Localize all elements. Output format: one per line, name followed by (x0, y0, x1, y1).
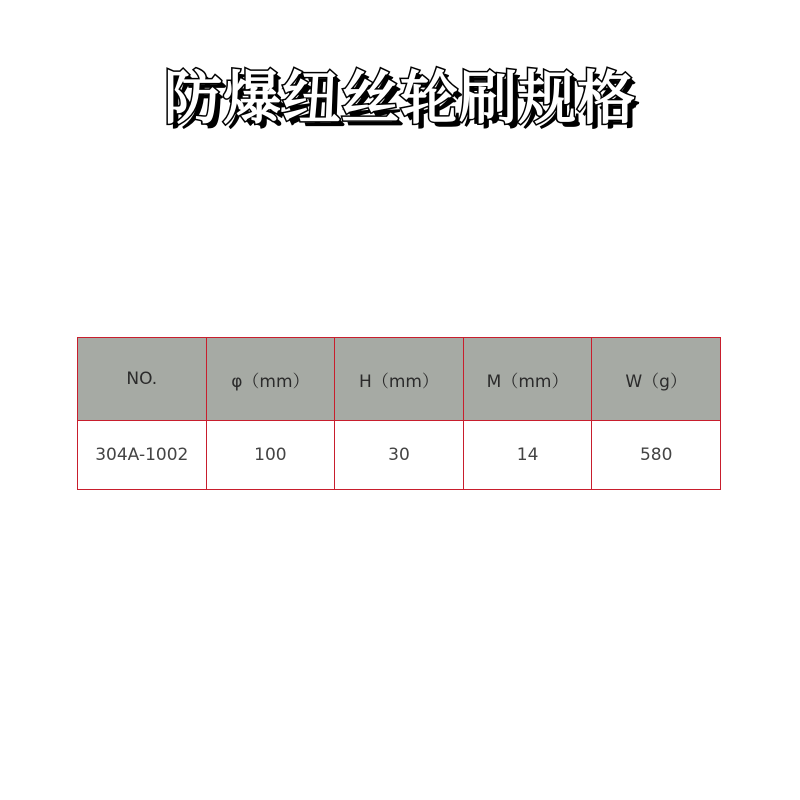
spec-table (77, 337, 721, 490)
header-diameter: φ（mm） (206, 338, 335, 421)
header-m: M（mm） (463, 338, 592, 421)
cell-m: 14 (463, 421, 592, 490)
cell-no: 304A-1002 (78, 421, 207, 490)
table-header-row (78, 338, 721, 421)
header-weight: W（g） (592, 338, 721, 421)
header-no: NO. (78, 338, 207, 421)
header-height: H（mm） (335, 338, 464, 421)
cell-weight: 580 (592, 421, 721, 490)
page-title: 防爆纽丝轮刷规格 (163, 64, 636, 132)
cell-height: 30 (335, 421, 464, 490)
cell-diameter: 100 (206, 421, 335, 490)
table-row (78, 421, 721, 490)
